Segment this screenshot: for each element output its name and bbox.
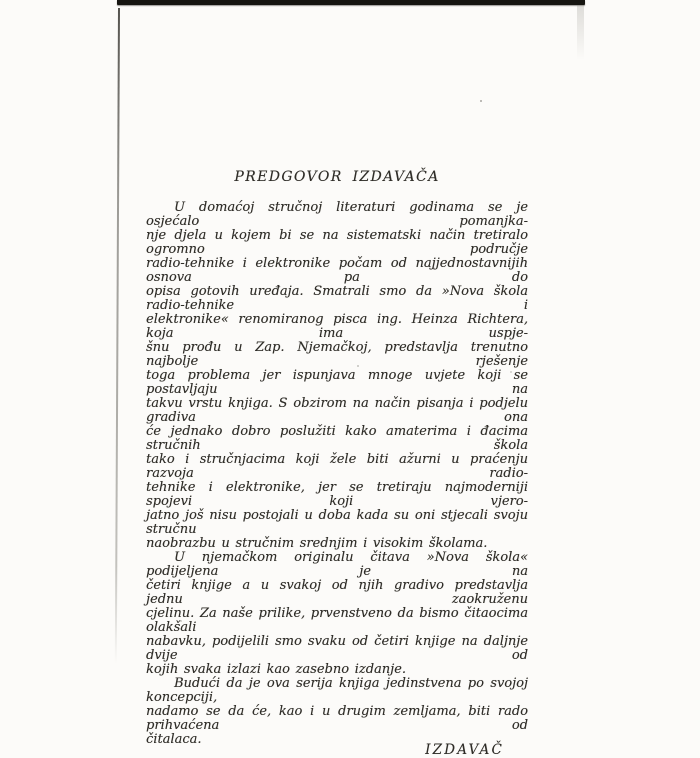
text-line: šnu prođu u Zap. Njemačkoj, predstavlja trenutno najbolje rješenje bbox=[146, 340, 528, 369]
paragraph-2 bbox=[146, 551, 528, 677]
scan-top-edge-band bbox=[117, 0, 585, 5]
text-line: nadamo se da će, kao i u drugim zemljama, biti rado prihvaćena od bbox=[146, 704, 528, 733]
text-line: nabavku, podijelili smo svaku od četiri knjige na daljnje dvije od bbox=[146, 634, 528, 663]
page-content bbox=[146, 170, 528, 757]
paragraph-1 bbox=[146, 201, 528, 551]
text-line: tehnike i elektronike, jer se tretiraju najmoderniji spojevi koji vjero- bbox=[146, 480, 528, 509]
text-line: kojih svaka izlazi kao zasebno izdanje. bbox=[146, 662, 406, 677]
text-line: naobrazbu u stručnim srednjim i visokim školama. bbox=[146, 536, 488, 551]
publisher-signature: IZDAVAČ bbox=[425, 742, 504, 758]
page-binding-crease-line bbox=[115, 8, 120, 664]
text-line: toga problema jer ispunjava mnoge uvjete koji se postavljaju na bbox=[146, 368, 528, 397]
text-line: opisa gotovih uređaja. Smatrali smo da »Nova škola radio-tehnike i bbox=[146, 284, 528, 313]
text-line: cjelinu. Za naše prilike, prvenstveno da bismo čitaocima olakšali bbox=[146, 606, 528, 635]
text-line: četiri knjige a u svakoj od njih gradivo predstavlja jednu zaokruženu bbox=[146, 578, 528, 607]
text-line: takvu vrstu knjiga. S obzirom na način pisanja i podjelu gradiva ona bbox=[146, 396, 528, 425]
text-line: Budući da je ova serija knjiga jedinstvena po svojoj koncepciji, bbox=[146, 676, 528, 705]
paragraph-3 bbox=[146, 677, 528, 747]
text-line: tako i stručnjacima koji žele biti ažurni u praćenju razvoja radio- bbox=[146, 452, 528, 481]
text-line: elektronike« renomiranog pisca ing. Heinza Richtera, koja ima uspje- bbox=[146, 312, 528, 341]
page-right-edge bbox=[577, 5, 584, 60]
text-line: nje djela u kojem bi se na sistematski način tretiralo ogromno područje bbox=[146, 228, 528, 257]
text-line: čitalaca. bbox=[146, 732, 202, 747]
text-line: U domaćoj stručnoj literaturi godinama se je osjećalo pomanjka- bbox=[146, 200, 528, 229]
text-line: U njemačkom originalu čitava »Nova škola« podijeljena je na bbox=[146, 550, 528, 579]
page-title: PREDGOVOR IZDAVAČA bbox=[234, 169, 440, 185]
text-line: jatno još nisu postojali u doba kada su oni stjecali svoju stručnu bbox=[146, 508, 528, 537]
text-line: radio-tehnike i elektronike počam od najjednostavnijih osnova pa do bbox=[146, 256, 528, 285]
scan-speck bbox=[480, 100, 482, 102]
text-line: će jednako dobro poslužiti kako amaterima i đacima stručnih škola bbox=[146, 424, 528, 453]
